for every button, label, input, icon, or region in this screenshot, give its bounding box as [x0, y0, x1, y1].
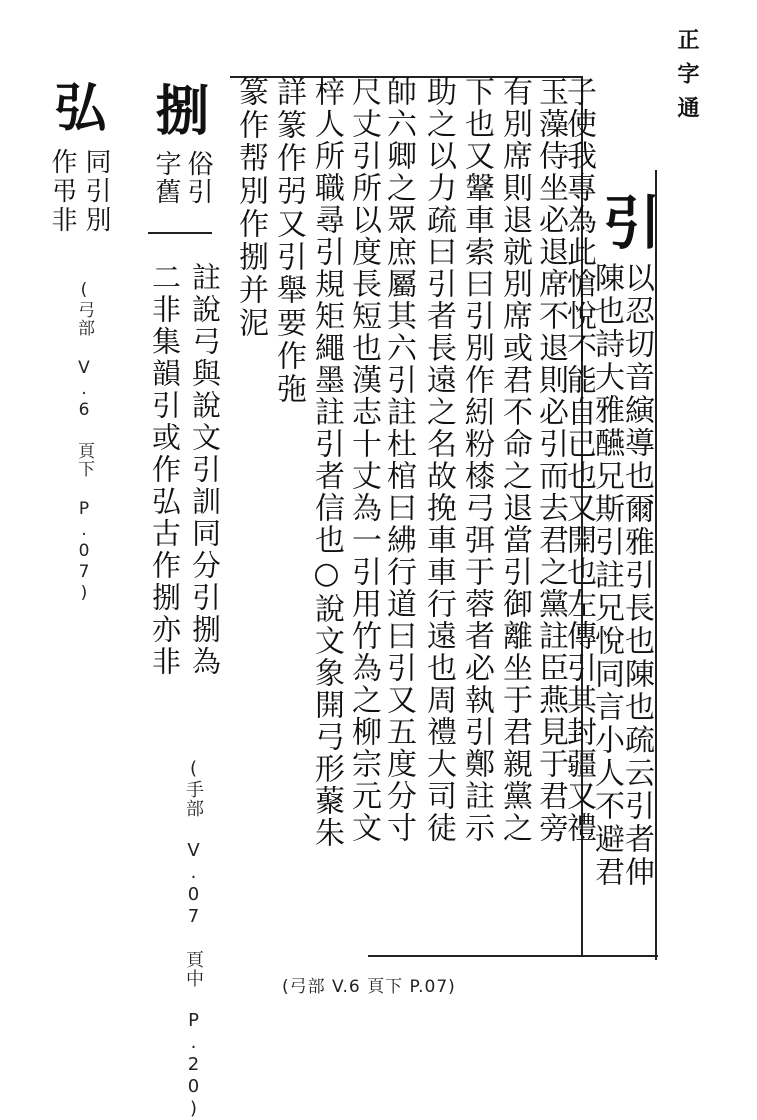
entry2-headchar: 捌 [147, 82, 211, 136]
entry2-annotation: (手部 V.07 頁中 P.20) [183, 758, 204, 1120]
entry3-annotation: (弓部 V.6 頁下 P.07) [74, 280, 94, 604]
frame-bottom-rule [368, 955, 658, 957]
entry-column-1: 陳也詩大雅醼兄斯引註兄悅同言小人不避君 [589, 262, 624, 889]
entry3-sub-b: 作弔非 [47, 148, 77, 235]
entry-column-10: 詳篆作弜又引舉要作㢮 [271, 76, 306, 406]
entry-column-6: 助之以力疏曰引者長遠之名故挽車車行遠也周禮大司徒 [421, 76, 456, 844]
entry2-column-1: 註說弓與說文引訓同分引捌為 [188, 262, 222, 678]
entry-first-line: 以忍切音縯導也爾雅引長也陳也疏云引者伸 [619, 262, 654, 889]
entry-column-11: 篆作帮別作捌并泥 [233, 76, 268, 340]
entry2-sub-b: 字舊 [151, 150, 181, 206]
entry3-headchar: 弘 [45, 80, 106, 132]
entry-column-7: 帥六卿之眾庶屬其六引註杜棺曰紼行道曰引又五度分寸 [381, 76, 416, 844]
entry-column-5: 下也又鞶車索曰引別作紖粉㯃弓弭于蓉者必執引鄭註示 [459, 76, 494, 844]
entry2-sub-a: 俗引 [183, 150, 213, 206]
entry-column-2: 子使我專為此愴悅不能自已也又開也左傳引其封疆又禮 [561, 76, 596, 844]
entry2-column-2: 二非集韻引或作弘古作捌亦非 [148, 262, 182, 678]
running-head: 正字通 [674, 28, 700, 130]
entry-column-8: 尺丈引所以度長短也漢志十丈為一引用竹為之柳宗元文 [346, 76, 381, 844]
entry-column-3: 玉藻侍坐必退席不退則必引而去君之黨註臣燕見于君旁 [533, 76, 568, 844]
entry-annotation: (弓部 V.6 頁下 P.07) [282, 977, 456, 997]
entry2-underline [148, 232, 212, 234]
frame-outer-rule [655, 170, 657, 960]
entry-column-4: 有別席則退就別席或君不命之退當引御離坐于君親黨之 [497, 76, 532, 844]
entry3-sub-a: 同引別 [81, 148, 111, 235]
entry-column-9: 梓人所職尋引規矩繩墨註引者信也○說文象開弓形藂朱 [309, 76, 344, 849]
entry-headchar: 引 [593, 192, 661, 250]
